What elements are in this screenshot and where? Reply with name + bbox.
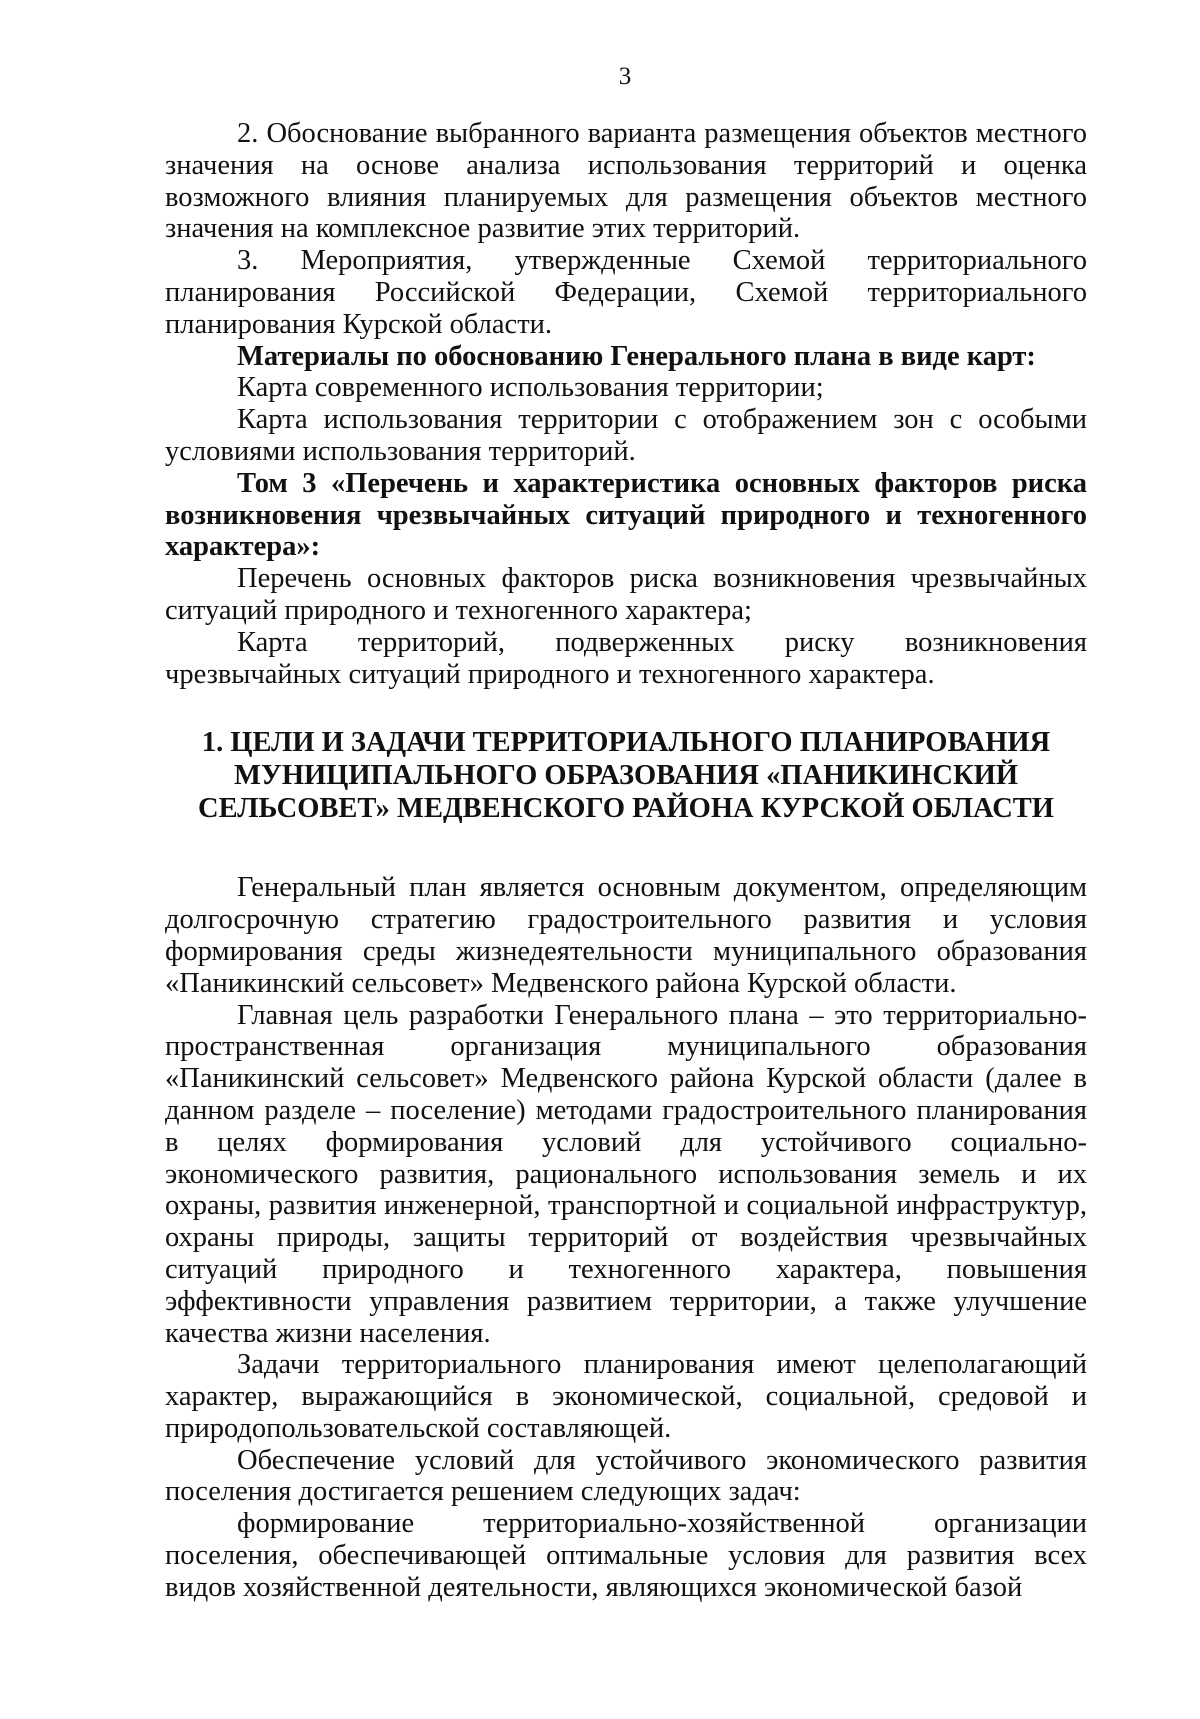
section-heading-line-3: СЕЛЬСОВЕТ» МЕДВЕНСКОГО РАЙОНА КУРСКОЙ ОБЛАСТИ <box>198 793 1054 825</box>
paragraph-planning-tasks: Задачи территориального планирования имеют целеполагающий характер, выражающийся в экономической, социальной, средовой и природопользовательской составляющей. <box>165 1349 1087 1444</box>
paragraph-risk-factors-list: Перечень основных факторов риска возникновения чрезвычайных ситуаций природного и техногенного характера; <box>165 563 1087 626</box>
paragraph-economic-conditions: Обеспечение условий для устойчивого экономического развития поселения достигается решением следующих задач: <box>165 1444 1087 1508</box>
section-heading-line-2: МУНИЦИПАЛЬНОГО ОБРАЗОВАНИЯ «ПАНИКИНСКИЙ <box>234 760 1018 792</box>
paragraph-measures: 3. Мероприятия, утвержденные Схемой территориального планирования Российской Федерации, Схемой территориального планирования Курской области. <box>165 245 1087 340</box>
section-heading <box>165 726 1087 825</box>
paragraph-risk-territories-map: Карта территорий, подверженных риску возникновения чрезвычайных ситуаций природного и техногенного характера. <box>165 626 1087 690</box>
paragraph-territorial-organization: формирование территориально-хозяйственной организации поселения, обеспечивающей оптимальные условия для развития всех видов хозяйственной деятельности, являющихся экономической базой <box>165 1508 1087 1603</box>
section-heading-line-1: 1. ЦЕЛИ И ЗАДАЧИ ТЕРРИТОРИАЛЬНОГО ПЛАНИРОВАНИЯ <box>201 727 1051 759</box>
paragraph-map-current-use: Карта современного использования территории; <box>237 372 824 404</box>
paragraph-volume-3-heading: Том 3 «Перечень и характеристика основных факторов риска возникновения чрезвычайных ситуаций природного и техногенного характера»: <box>165 467 1087 563</box>
paragraph-maps-heading: Материалы по обоснованию Генерального плана в виде карт: <box>237 340 1036 372</box>
paragraph-general-plan: Генеральный план является основным документом, определяющим долгосрочную стратегию градостроительного развития и условия формирования среды жизнедеятельности муниципального образования «Паникинский сельсовет» Медвенского района Курской области. <box>165 872 1087 999</box>
paragraph-justification: 2. Обоснование выбранного варианта размещения объектов местного значения на основе анализа использования территорий и оценка возможного влияния планируемых для размещения объектов местного значения на комплексное развитие этих территорий. <box>165 118 1087 245</box>
page-number: 3 <box>618 63 632 90</box>
document-body <box>165 118 1087 1604</box>
paragraph-main-goal: Главная цель разработки Генерального плана – это территориально-пространственная организация муниципального образования «Паникинский сельсовет» Медвенского района Курской области (далее в данном разделе – поселение) методами градостроительного планирования в целях формирования условий для устойчивого социально-экономического развития, рационального использования земель и их охраны, развития инженерной, транспортной и социальной инфраструктур, охраны природы, защиты территорий от воздействия чрезвычайных ситуаций природного и техногенного характера, повышения эффективности управления развитием территории, а также улучшение качества жизни населения. <box>165 999 1087 1349</box>
paragraph-map-special-zones: Карта использования территории с отображением зон с особыми условиями использования территорий. <box>165 404 1087 467</box>
